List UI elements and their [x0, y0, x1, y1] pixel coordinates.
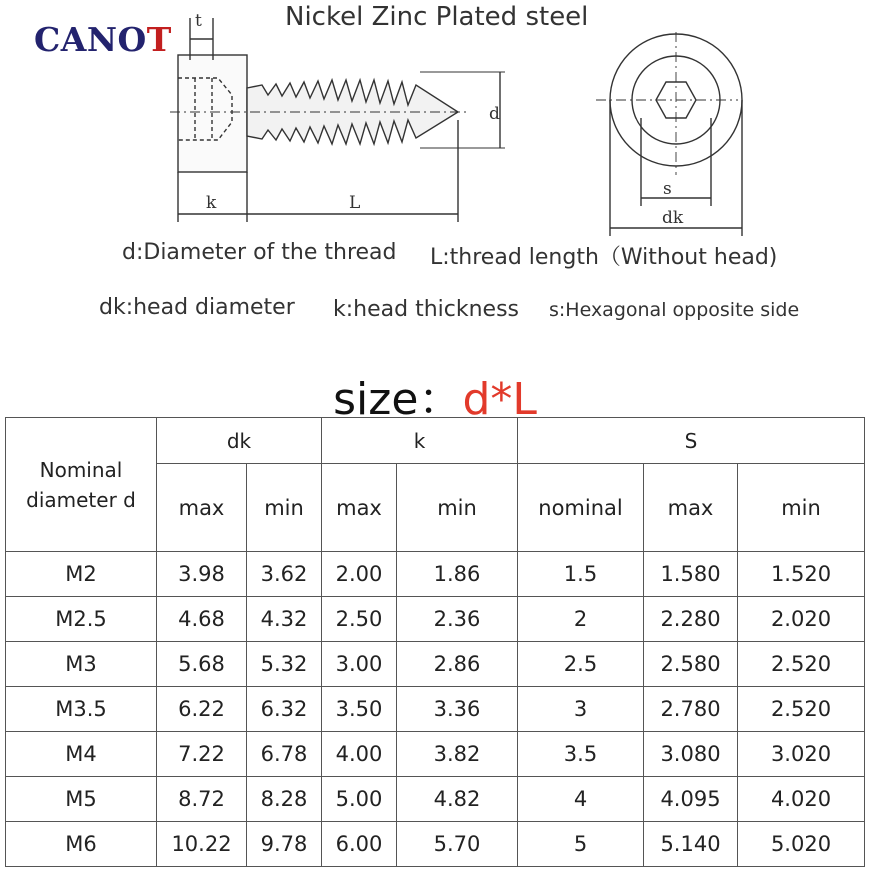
table-row	[6, 597, 865, 642]
table-row	[6, 642, 865, 687]
table-cell: 2.50	[322, 597, 397, 642]
table-body	[6, 552, 865, 867]
table-cell: 5.68	[157, 642, 247, 687]
subheader-cell: max	[322, 464, 397, 552]
table-row	[6, 732, 865, 777]
table-cell: 2.520	[738, 687, 865, 732]
table-cell: 5.70	[397, 822, 518, 867]
nominal-size-cell: M4	[6, 732, 157, 777]
table-cell: 3.00	[322, 642, 397, 687]
table-cell: 4.00	[322, 732, 397, 777]
group-header-dk: dk	[157, 418, 322, 464]
legend-thread-length: L:thread length（Without head)	[430, 245, 778, 270]
table-cell: 2.86	[397, 642, 518, 687]
subheader-cell: min	[738, 464, 865, 552]
table-cell: 3.82	[397, 732, 518, 777]
table-cell: 1.86	[397, 552, 518, 597]
subheader-cell: max	[157, 464, 247, 552]
group-header-s: S	[518, 418, 865, 464]
table-cell: 5.140	[644, 822, 738, 867]
label-L: L	[349, 193, 361, 213]
nominal-size-cell: M2.5	[6, 597, 157, 642]
table-row	[6, 777, 865, 822]
table-cell: 6.22	[157, 687, 247, 732]
table-cell: 9.78	[247, 822, 322, 867]
label-s: s	[663, 179, 672, 199]
size-prefix: size：	[333, 374, 463, 425]
brand-logo-accent: T	[146, 20, 172, 59]
table-cell: 2	[518, 597, 644, 642]
table-cell: 2.780	[644, 687, 738, 732]
nominal-header-line2: diameter d	[26, 487, 136, 512]
table-cell: 6.00	[322, 822, 397, 867]
legend-hex-side: s:Hexagonal opposite side	[549, 299, 800, 321]
table-cell: 3.98	[157, 552, 247, 597]
table-cell: 4.095	[644, 777, 738, 822]
table-cell: 5	[518, 822, 644, 867]
table-cell: 4.68	[157, 597, 247, 642]
table-cell: 3.5	[518, 732, 644, 777]
nominal-size-cell: M6	[6, 822, 157, 867]
table-cell: 8.72	[157, 777, 247, 822]
table-row	[6, 687, 865, 732]
table-cell: 4.020	[738, 777, 865, 822]
table-cell: 6.32	[247, 687, 322, 732]
table-cell: 4	[518, 777, 644, 822]
material-headline: Nickel Zinc Plated steel	[285, 2, 589, 32]
table-cell: 10.22	[157, 822, 247, 867]
table-cell: 5.00	[322, 777, 397, 822]
size-formula: d*L	[462, 374, 537, 425]
table-cell: 3.020	[738, 732, 865, 777]
table-cell: 3.36	[397, 687, 518, 732]
table-cell: 3.62	[247, 552, 322, 597]
table-cell: 2.5	[518, 642, 644, 687]
table-cell: 7.22	[157, 732, 247, 777]
subheader-cell: nominal	[518, 464, 644, 552]
table-cell: 2.520	[738, 642, 865, 687]
nominal-size-cell: M5	[6, 777, 157, 822]
group-header-k: k	[322, 418, 518, 464]
table-cell: 2.36	[397, 597, 518, 642]
table-cell: 8.28	[247, 777, 322, 822]
table-header-row	[6, 418, 865, 464]
table-cell: 3.50	[322, 687, 397, 732]
legend-thread-diameter: d:Diameter of the thread	[122, 240, 397, 265]
label-t: t	[195, 11, 202, 31]
table-cell: 4.82	[397, 777, 518, 822]
table-cell: 4.32	[247, 597, 322, 642]
spec-table	[5, 417, 865, 867]
table-cell: 3	[518, 687, 644, 732]
label-k: k	[206, 193, 217, 213]
nominal-size-cell: M2	[6, 552, 157, 597]
nominal-diameter-header	[6, 418, 157, 552]
nominal-size-cell: M3.5	[6, 687, 157, 732]
table-row	[6, 552, 865, 597]
table-cell: 3.080	[644, 732, 738, 777]
table-cell: 1.520	[738, 552, 865, 597]
subheader-cell: max	[644, 464, 738, 552]
table-cell: 1.580	[644, 552, 738, 597]
table-cell: 6.78	[247, 732, 322, 777]
table-cell: 2.00	[322, 552, 397, 597]
legend-head-diameter: dk:head diameter	[99, 295, 295, 320]
table-cell: 2.280	[644, 597, 738, 642]
table-cell: 5.32	[247, 642, 322, 687]
subheader-cell: min	[247, 464, 322, 552]
nominal-header-line1: Nominal	[39, 457, 123, 482]
table-cell: 2.580	[644, 642, 738, 687]
brand-logo-text: CANO	[34, 20, 147, 59]
table-cell: 1.5	[518, 552, 644, 597]
nominal-size-cell: M3	[6, 642, 157, 687]
table-cell: 2.020	[738, 597, 865, 642]
table-cell: 5.020	[738, 822, 865, 867]
table-row	[6, 822, 865, 867]
legend-head-thickness: k:head thickness	[333, 297, 519, 322]
label-d: d	[489, 104, 500, 124]
label-dk: dk	[662, 208, 684, 228]
subheader-cell: min	[397, 464, 518, 552]
screw-diagram	[0, 0, 870, 240]
